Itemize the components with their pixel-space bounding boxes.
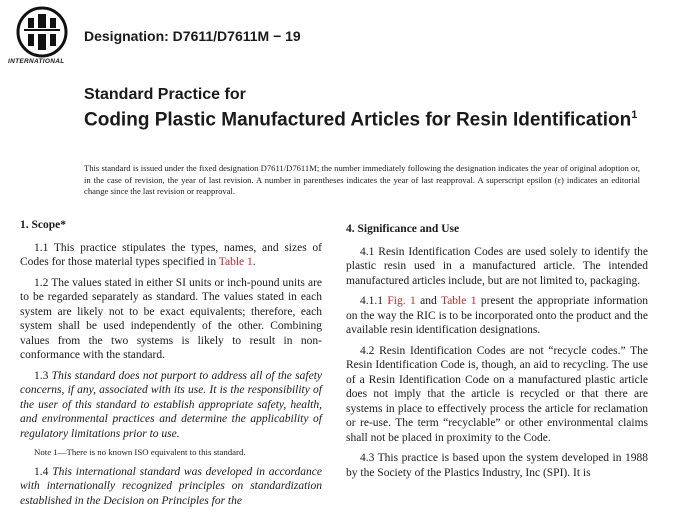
title-footnote: 1 — [631, 109, 638, 121]
para-4-1-1-text: present the appropriate information on the way the RIC is to be incorporated onto the product and the available resin identification designations. — [346, 295, 649, 336]
para-4-2: 4.2 Resin Identification Codes are not “recycle codes.” The Resin Identification Code is, though, an aid to recycling. The use of a Resin Identification Code on a manufactured plastic article does not imply that the article is recycled or that there are systems in place to effectively process the article for reclamation or re-use. The term “recyclable” or other environmental claims shall not be placed in proximity to the Code. — [346, 344, 648, 444]
para-4-1: 4.1 Resin Identification Codes are used solely to identify the plastic resin used in a manufactured article. The intended manufactured articles include, but are not limited to, packaging. — [346, 245, 648, 287]
para-1-1 — [20, 241, 322, 270]
scope-heading: 1. Scope* — [20, 219, 66, 231]
left-column — [20, 218, 322, 514]
intro-paragraph: This standard is issued under the fixed designation D7611/D7611M; the number immediately following the designation indicates the year of original adoption or, in the case of revision, the year of last revision. A number in parentheses indicates the year of last reapproval. A superscript epsilon (ε) indicates an editorial change since the last revision or reapproval. — [84, 163, 640, 196]
para-1-3-text: This standard does not purport to address all of the safety concerns, if any, associated with its use. It is the responsibility of the user of this standard to establish appropriate safety, health, and environmental practices and determine the applicability of regulatory limitations prior to use. — [20, 369, 323, 440]
title-line1: Standard Practice for — [84, 86, 246, 103]
para-1-2: 1.2 The values stated in either SI units or inch-pound units are to be regarded separately as standard. The values stated in each system are likely not to be exact equivalents; therefore, each system shall be used independently of the other. Combining values from the two systems is likely to result in non-conformance with the standard. — [20, 276, 322, 361]
fig-1-link[interactable]: Fig. 1 — [387, 295, 416, 307]
para-4-3: 4.3 This practice is based upon the system developed in 1988 by the Society of the Plastics Industry, Inc (SPI). It is — [346, 452, 648, 479]
designation: Designation: D7611/D7611M − 19 — [84, 28, 301, 44]
title-line2 — [84, 104, 644, 131]
para-1-4 — [20, 465, 322, 509]
note-1: Note 1—There is no known ISO equivalent to this standard. — [34, 447, 246, 457]
para-4-1-1-num: 4.1.1 — [360, 295, 388, 307]
para-1-1-text: 1.1 This practice stipulates the types, names, and sizes of Codes for those material types specified in — [20, 241, 322, 268]
table-1-link[interactable]: Table 1 — [218, 256, 253, 268]
para-1-3 — [20, 369, 322, 442]
right-column — [346, 222, 648, 486]
significance-heading: 4. Significance and Use — [346, 223, 460, 235]
para-1-3-num: 1.3 — [34, 369, 52, 382]
para-4-1-1 — [346, 294, 648, 338]
para-1-4-num: 1.4 — [34, 465, 53, 478]
title-main: Coding Plastic Manufactured Articles for Resin Identification — [84, 109, 632, 131]
para-4-1-1-and: and — [415, 295, 441, 307]
para-1-4-text: This international standard was developed in accordance with internationally recognized principles on standardization established in the Decision on Principles for the — [20, 465, 323, 507]
para-1-1-end: . — [252, 256, 256, 268]
table-1-link-2[interactable]: Table 1 — [440, 295, 477, 307]
logo-label: INTERNATIONAL — [8, 58, 65, 65]
